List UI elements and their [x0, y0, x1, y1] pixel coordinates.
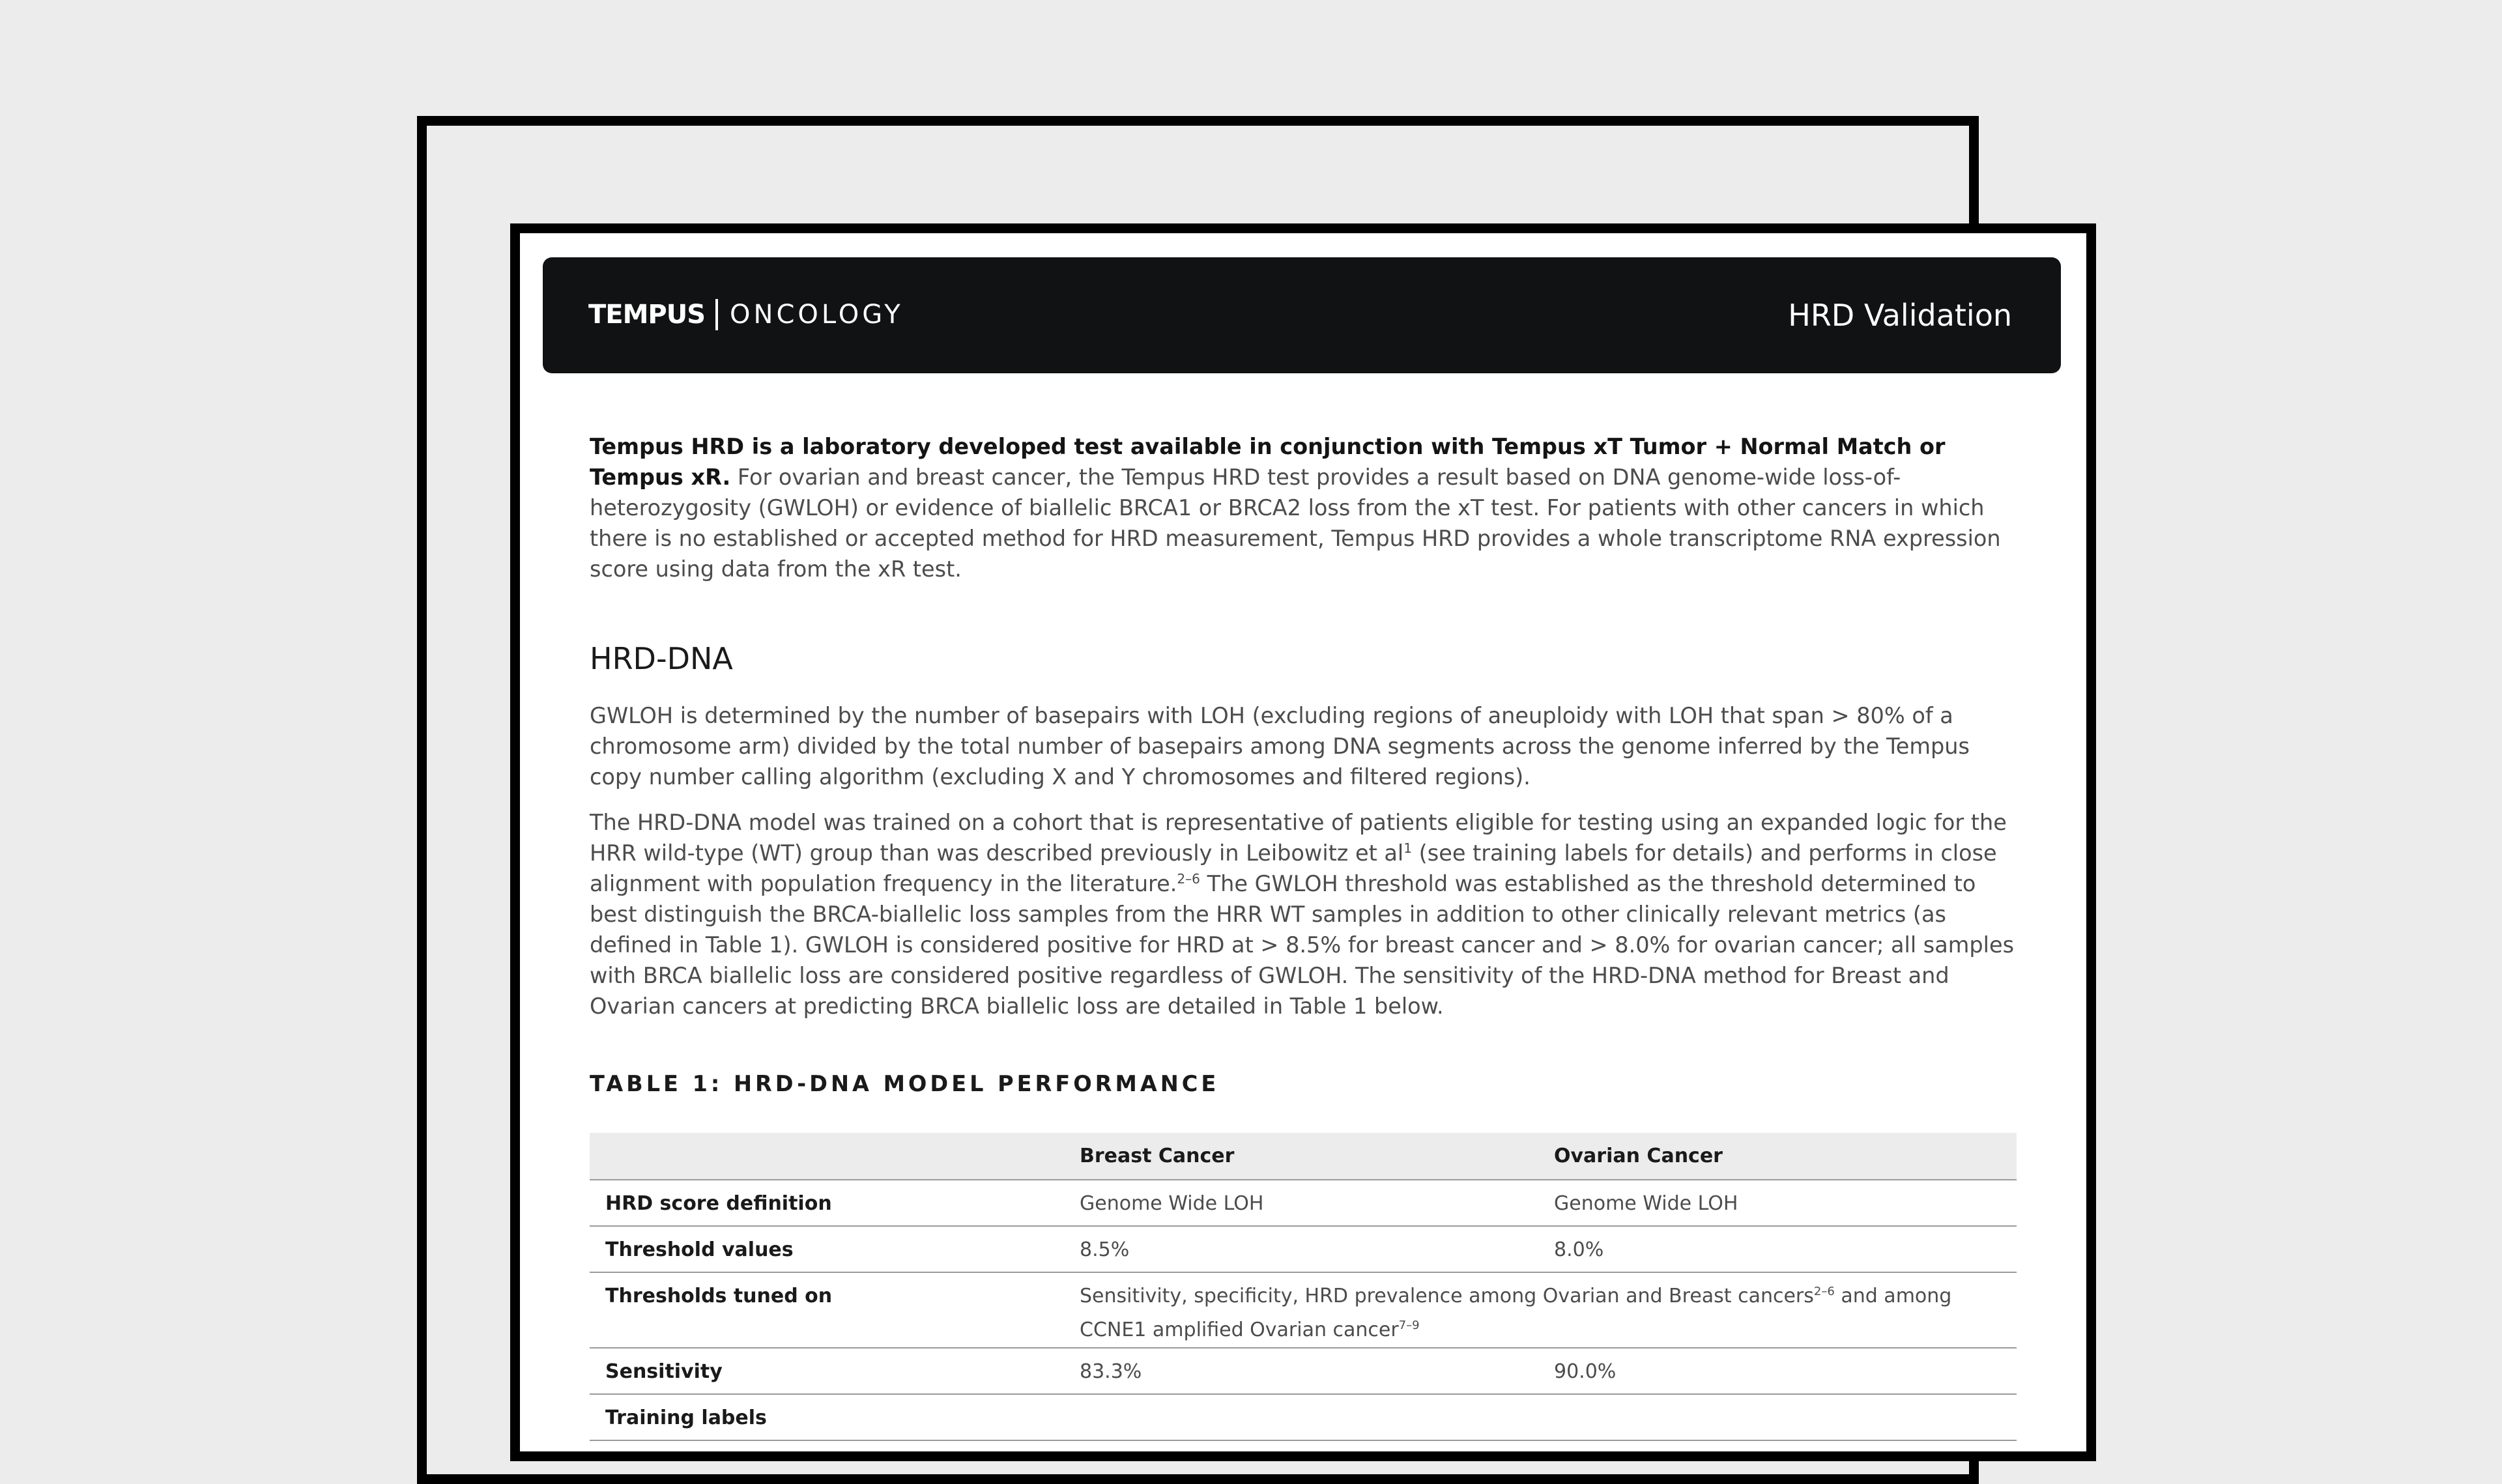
document-body	[590, 431, 2017, 1441]
cell-breast: Genome Wide LOH	[1064, 1180, 1538, 1226]
row-label: Sensitivity	[590, 1348, 1064, 1394]
table-header-breast: Breast Cancer	[1064, 1133, 1538, 1180]
table-row	[590, 1180, 2017, 1226]
row-label: HRD score definition	[590, 1180, 1064, 1226]
document-title: HRD Validation	[1788, 298, 2012, 333]
merged-text-b: and among CCNE1 amplified Ovarian cancer	[1080, 1285, 1952, 1341]
model-paragraph-part-b: (see training labels for details) and performs in close alignment with population frequency in the literature.	[590, 840, 1997, 896]
logo-separator	[715, 299, 718, 330]
table-row	[590, 1348, 2017, 1394]
citation-sup: 2–6	[1813, 1285, 1835, 1298]
cell-ovarian: 8.0%	[1538, 1226, 2017, 1272]
row-label: Training labels	[590, 1394, 1064, 1440]
table-row	[590, 1272, 2017, 1348]
section-heading: HRD-DNA	[590, 641, 733, 676]
cell-ovarian	[1538, 1394, 2017, 1440]
logo-brand: TEMPUS	[588, 300, 706, 330]
model-paragraph	[590, 807, 2017, 1021]
cell-breast	[1064, 1394, 1538, 1440]
cell-ovarian: Genome Wide LOH	[1538, 1180, 2017, 1226]
table-row	[590, 1394, 2017, 1440]
intro-paragraph	[590, 431, 2017, 584]
header-bar	[543, 257, 2061, 373]
table-caption: TABLE 1: HRD-DNA MODEL PERFORMANCE	[590, 1071, 1220, 1096]
logo-subtitle: ONCOLOGY	[730, 300, 904, 330]
model-paragraph-part-a: The HRD-DNA model was trained on a cohort that is representative of patients eligible for testing using an expanded logic for the HRR wild-type (WT) group than was described previously in Leibowitz et al	[590, 810, 2007, 866]
merged-text-a: Sensitivity, specificity, HRD prevalence among Ovarian and Breast cancers	[1080, 1285, 1814, 1307]
citation-sup: 2–6	[1177, 870, 1200, 887]
table-header-row	[590, 1133, 2017, 1180]
table-row	[590, 1226, 2017, 1272]
gwloh-paragraph: GWLOH is determined by the number of basepairs with LOH (excluding regions of aneuploidy with LOH that span > 80% of a chromosome arm) divided by the total number of basepairs among DNA segments across the genome inferred by the Tempus copy number calling algorithm (excluding X and Y chromosomes and filtered regions).	[590, 703, 1970, 790]
front-page-sheet	[510, 223, 2096, 1461]
row-label: Thresholds tuned on	[590, 1272, 1064, 1348]
cell-merged	[1064, 1272, 2017, 1348]
citation-sup: 7–9	[1398, 1319, 1420, 1332]
table-header-ovarian: Ovarian Cancer	[1538, 1133, 2017, 1180]
performance-table	[590, 1133, 2017, 1441]
cell-breast: 8.5%	[1064, 1226, 1538, 1272]
table-header-blank	[590, 1133, 1064, 1180]
tempus-oncology-logo	[588, 299, 904, 330]
intro-lead: Tempus HRD is a laboratory developed test available in conjunction with Tempus xT Tumor + Normal Match or Tempus xR.	[590, 434, 1946, 490]
row-label: Threshold values	[590, 1226, 1064, 1272]
citation-sup: 1	[1403, 840, 1413, 856]
cell-ovarian: 90.0%	[1538, 1348, 2017, 1394]
intro-body: For ovarian and breast cancer, the Tempus HRD test provides a result based on DNA genome-wide loss-of-heterozygosity (GWLOH) or evidence of biallelic BRCA1 or BRCA2 loss from the xT test. For patients with other cancers in which there is no established or accepted method for HRD measurement, Tempus HRD provides a whole transcriptome RNA expression score using data from the xR test.	[590, 464, 2001, 582]
model-paragraph-part-c: The GWLOH threshold was established as the threshold determined to best distinguish the BRCA-biallelic loss samples from the HRR WT samples in addition to other clinically relevant metrics (as defined in Table 1). GWLOH is considered positive for HRD at > 8.5% for breast cancer and > 8.0% for ovarian cancer; all samples with BRCA biallelic loss are considered positive regardless of GWLOH. The sensitivity of the HRD-DNA method for Breast and Ovarian cancers at predicting BRCA biallelic loss are detailed in Table 1 below.	[590, 871, 2015, 1019]
cell-breast: 83.3%	[1064, 1348, 1538, 1394]
